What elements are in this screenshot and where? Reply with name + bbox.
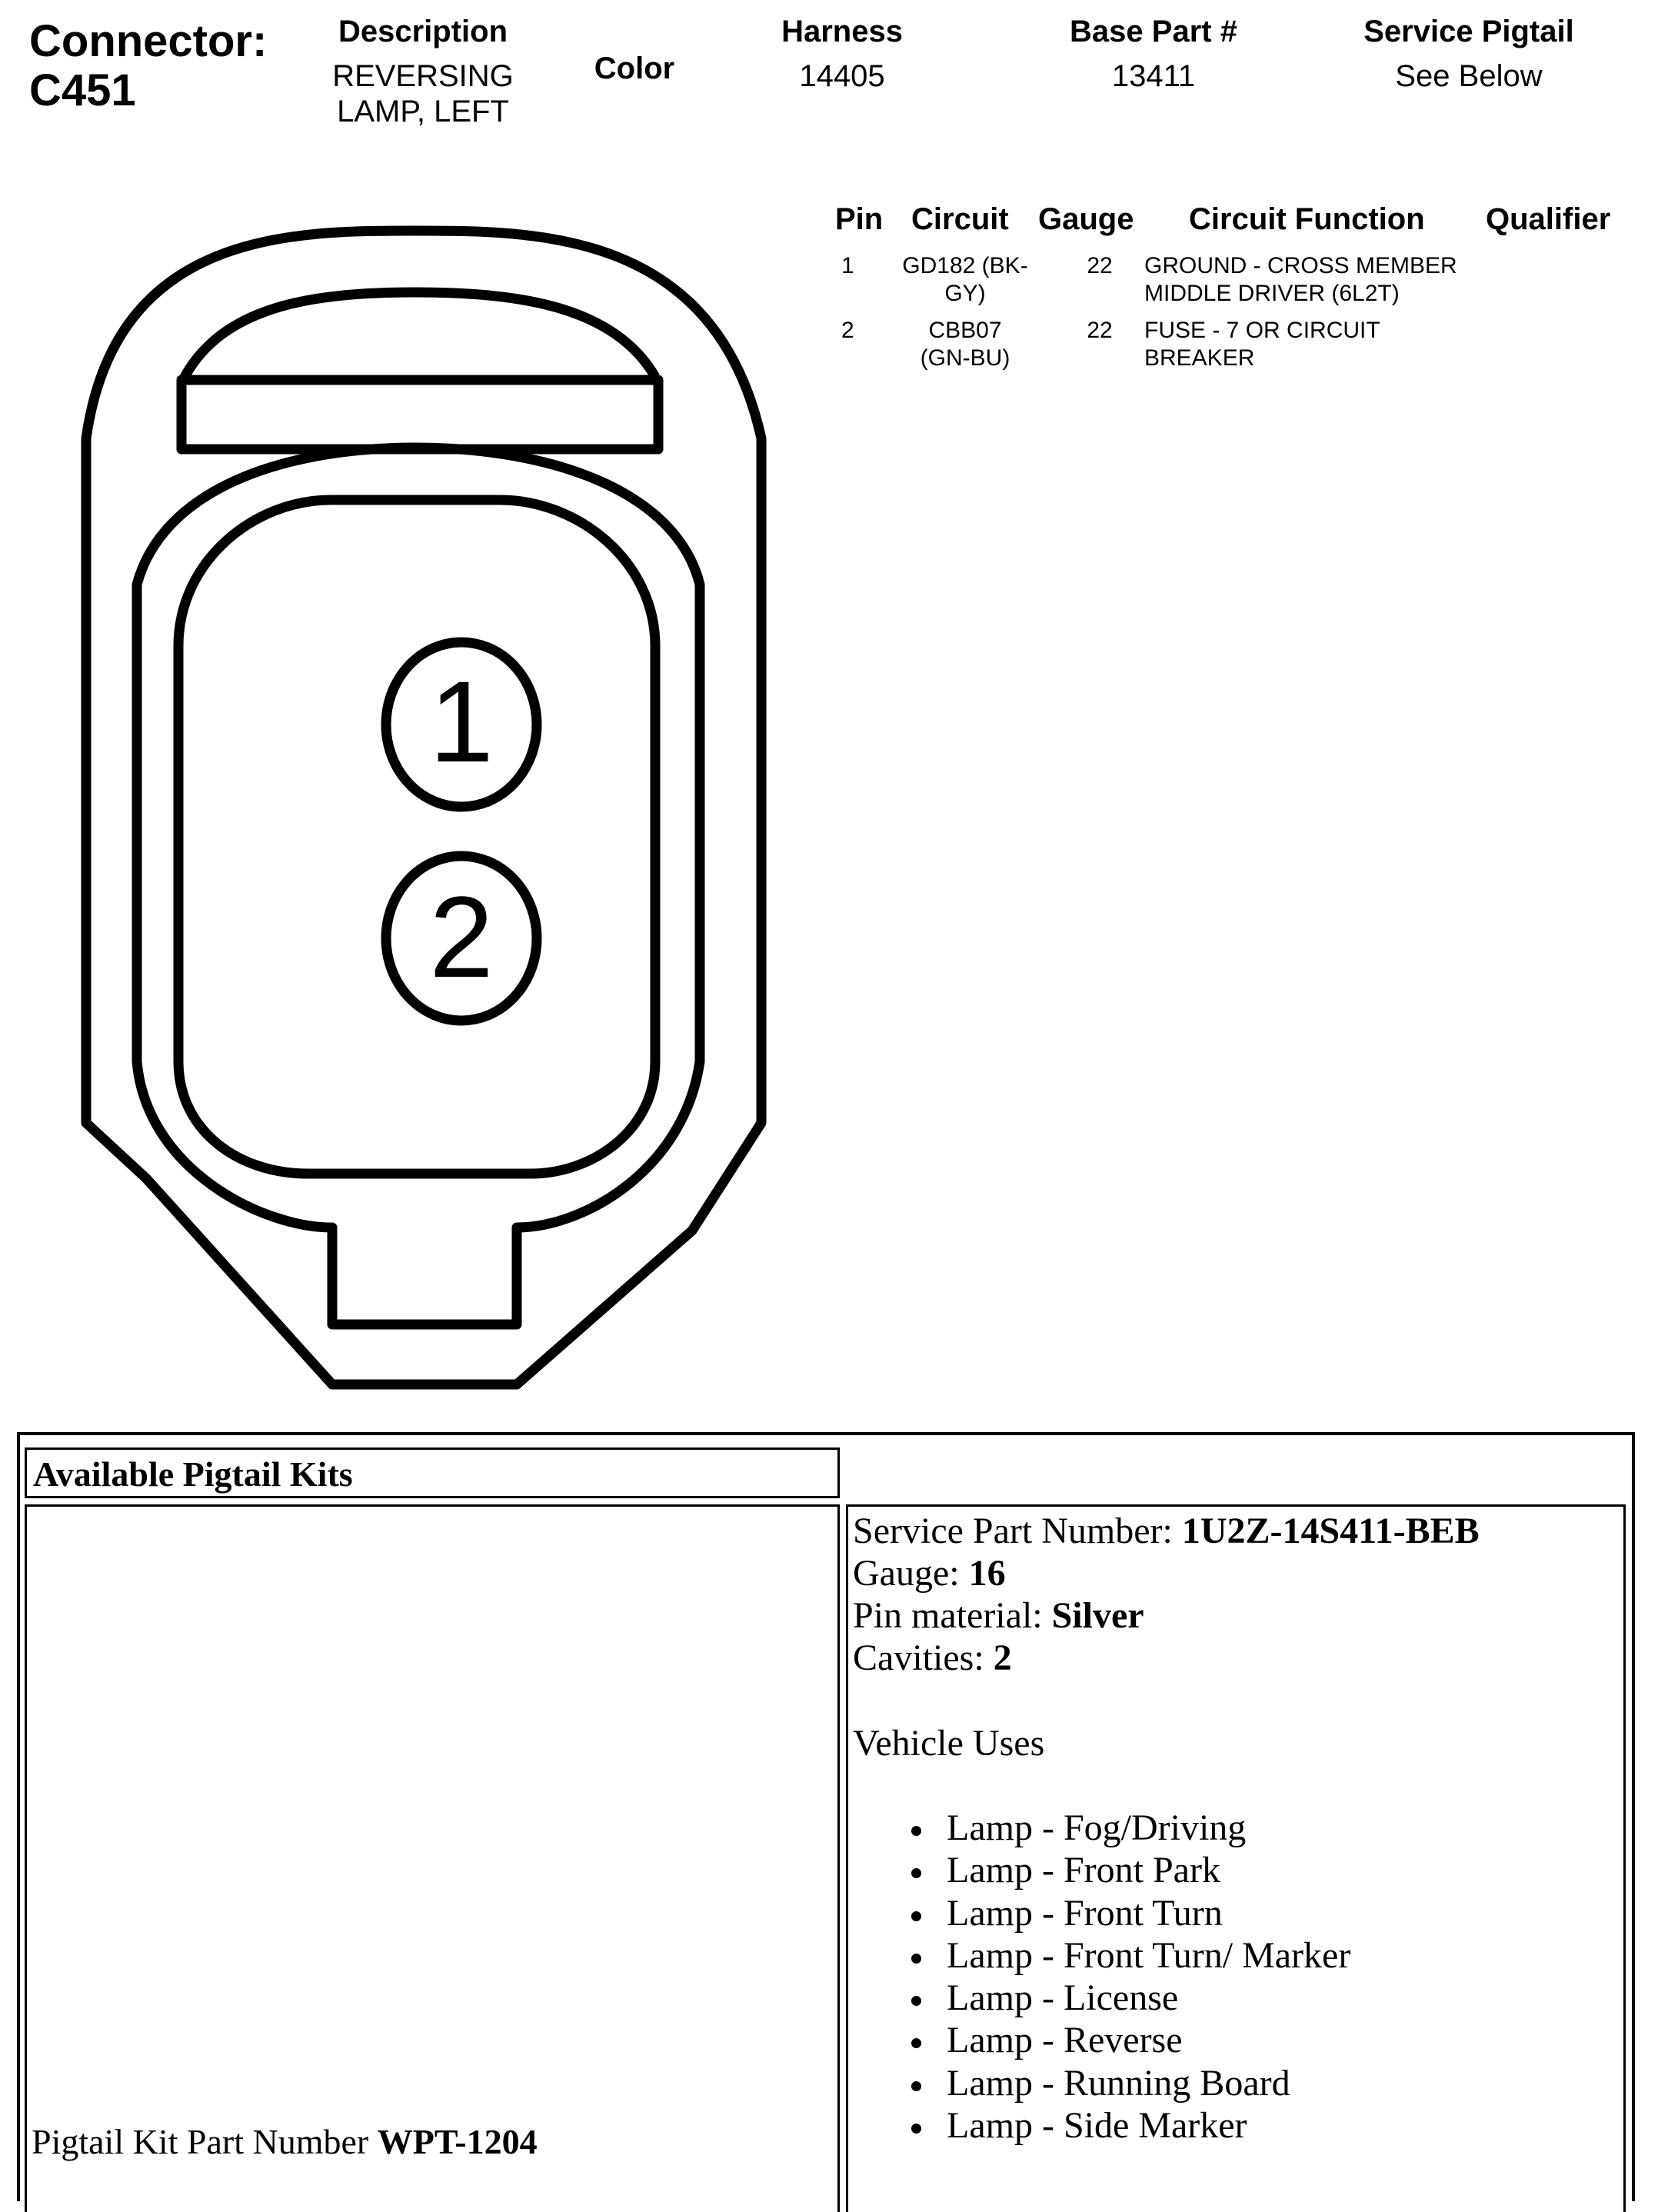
- function-line-1: FUSE - 7 OR CIRCUIT: [1144, 318, 1380, 343]
- pin-material-value: Silver: [1051, 1595, 1144, 1636]
- base-part-value: 13411: [1111, 59, 1196, 93]
- harness-heading: Harness: [781, 15, 903, 48]
- function-line-2: MIDDLE DRIVER (6L2T): [1144, 281, 1400, 306]
- gauge-cell: 22: [1087, 253, 1113, 278]
- description-heading: Description: [338, 15, 508, 48]
- cavity-1-label: 1: [429, 657, 494, 786]
- circuit-function-cell: [1144, 252, 1498, 308]
- circuit-line-1: CBB07: [928, 318, 1002, 343]
- function-line-2: BREAKER: [1144, 345, 1255, 371]
- circuit-line-2: (GN-BU): [920, 345, 1010, 371]
- pin-number: 2: [841, 318, 854, 343]
- harness-value: 14405: [799, 59, 885, 93]
- pin-header: Pin: [835, 202, 884, 236]
- base-part-column: [1030, 14, 1277, 94]
- color-column: [569, 51, 700, 86]
- service-part-value: 1U2Z-14S411-BEB: [1181, 1511, 1480, 1551]
- kit-part-label: Pigtail Kit Part Number: [32, 2122, 378, 2161]
- service-pigtail-column: [1338, 14, 1600, 94]
- qualifier-header: Qualifier: [1486, 202, 1611, 236]
- connector-id: C451: [29, 65, 136, 115]
- pin-number: 1: [841, 253, 854, 278]
- list-item: Lamp - Fog/Driving: [848, 1807, 1350, 1849]
- service-part-number: [853, 1510, 1480, 1552]
- table-row: [831, 317, 1638, 378]
- cavities: [853, 1637, 1480, 1679]
- description-line-1: REVERSING: [332, 59, 514, 93]
- vehicle-uses-title: Vehicle Uses: [853, 1723, 1045, 1764]
- pigtail-kit-part-number: [32, 2122, 538, 2162]
- cavities-label: Cavities:: [853, 1637, 994, 1678]
- list-item: Lamp - Reverse: [848, 2019, 1350, 2061]
- base-part-heading: Base Part #: [1070, 15, 1237, 48]
- vehicle-uses-list: [848, 1807, 1350, 2147]
- connector-face-diagram: [0, 192, 784, 1407]
- gauge-cell: 22: [1087, 318, 1113, 343]
- pigtail-kit-details-cell: [846, 1504, 1626, 2212]
- list-item: Lamp - Side Marker: [848, 2104, 1350, 2147]
- gauge-header: Gauge: [1038, 202, 1134, 236]
- pin-material-label: Pin material:: [853, 1595, 1052, 1636]
- service-pigtail-heading: Service Pigtail: [1363, 15, 1574, 48]
- circuit-line-1: GD182 (BK-: [902, 253, 1028, 278]
- description-line-2: LAMP, LEFT: [337, 95, 509, 128]
- latch-dome: [185, 292, 655, 377]
- circuit-line-2: GY): [944, 281, 986, 306]
- description-column: [308, 14, 538, 129]
- description-value: [308, 58, 538, 129]
- circuit-function-header: Circuit Function: [1189, 202, 1425, 236]
- service-part-label: Service Part Number:: [853, 1511, 1182, 1551]
- connector-heading: [29, 17, 267, 115]
- circuit-cell: [892, 317, 1038, 372]
- harness-column: [738, 14, 946, 94]
- kit-specifications: [853, 1510, 1480, 1679]
- circuit-cell: [892, 252, 1038, 308]
- list-item: Lamp - License: [848, 1977, 1350, 2019]
- service-pigtail-value: See Below: [1395, 59, 1543, 93]
- circuit-header: Circuit: [911, 202, 1009, 236]
- cavities-value: 2: [993, 1637, 1012, 1678]
- kit-gauge-label: Gauge:: [853, 1553, 969, 1594]
- latch-bar: [181, 380, 658, 449]
- pigtail-kits-title-cell: [25, 1447, 840, 1498]
- kit-part-value: WPT-1204: [377, 2122, 538, 2161]
- pigtail-kit-image-cell: [25, 1504, 840, 2212]
- cavity-pocket: [178, 500, 655, 1174]
- table-row: [831, 252, 1638, 314]
- color-heading: Color: [594, 52, 675, 85]
- list-item: Lamp - Front Park: [848, 1849, 1350, 1891]
- list-item: Lamp - Running Board: [848, 2062, 1350, 2104]
- connector-label: Connector:: [29, 16, 268, 66]
- seal-outline: [137, 448, 700, 1324]
- kit-gauge: [853, 1552, 1480, 1594]
- pigtail-kits-title: Available Pigtail Kits: [33, 1454, 353, 1494]
- function-line-1: GROUND - CROSS MEMBER: [1144, 253, 1457, 278]
- list-item: Lamp - Front Turn/ Marker: [848, 1934, 1350, 1977]
- cavity-2-label: 2: [429, 872, 494, 1001]
- list-item: Lamp - Front Turn: [848, 1892, 1350, 1934]
- pin-material: [853, 1594, 1480, 1637]
- kit-gauge-value: 16: [968, 1553, 1006, 1594]
- circuit-function-cell: [1144, 317, 1498, 372]
